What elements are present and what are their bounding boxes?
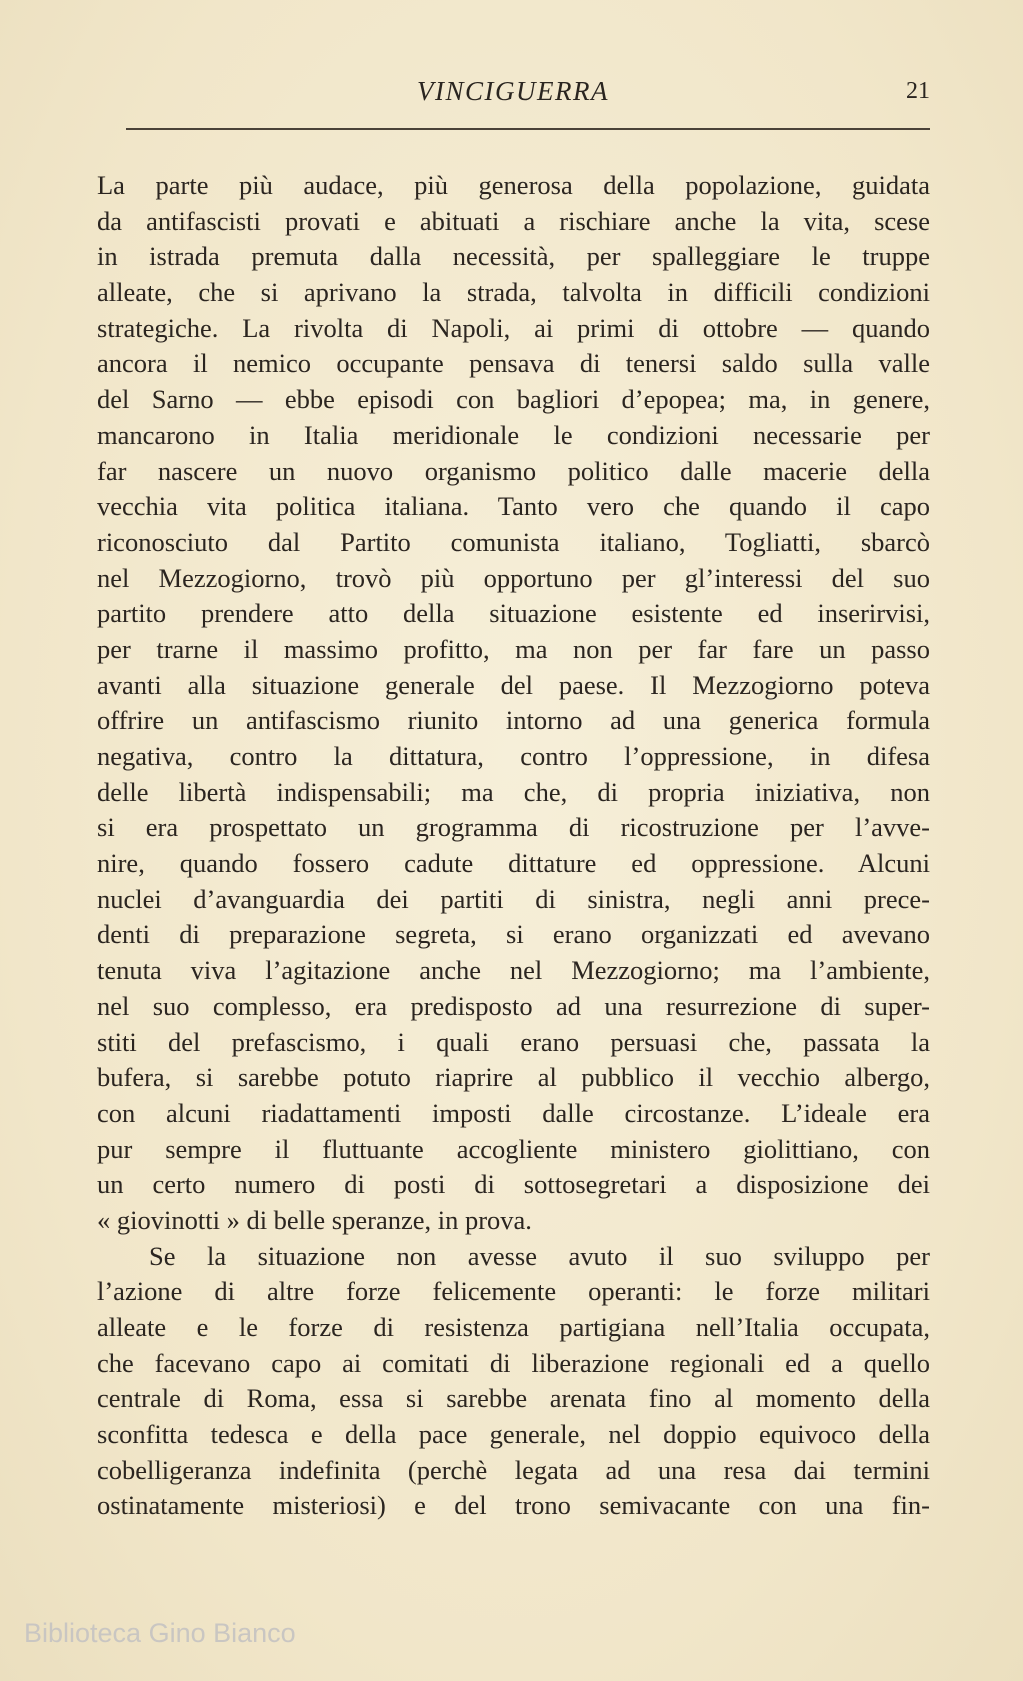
- text-line: nire, quando fossero cadute dittature ed oppressione. Alcuni: [97, 848, 930, 879]
- text-line: nel suo complesso, era predisposto ad una resurrezione di super-: [97, 990, 930, 1021]
- text-line: un certo numero di posti di sottosegretari a disposizione dei: [97, 1169, 930, 1200]
- text-line: delle libertà indispensabili; ma che, di propria iniziativa, non: [97, 776, 930, 807]
- text-line: sconfitta tedesca e della pace generale, nel doppio equivoco della: [97, 1419, 930, 1450]
- text-line: per trarne il massimo profitto, ma non per far fare un passo: [97, 633, 930, 664]
- page-number: 21: [906, 78, 930, 104]
- text-line: con alcuni riadattamenti imposti dalle circostanze. L’ideale era: [97, 1097, 930, 1128]
- text-line: negativa, contro la dittatura, contro l’oppressione, in difesa: [97, 741, 930, 771]
- text-line: partito prendere atto della situazione esistente ed inserirvisi,: [97, 598, 930, 629]
- text-line: avanti alla situazione generale del paese. Il Mezzogiorno poteva: [97, 669, 930, 700]
- text-line: nuclei d’avanguardia dei partiti di sinistra, negli anni prece-: [97, 883, 930, 914]
- header-rule: [126, 128, 930, 130]
- text-line: mancarono in Italia meridionale le condizioni necessarie per: [97, 419, 930, 450]
- text-line: La parte più audace, più generosa della popolazione, guidata: [97, 170, 930, 200]
- text-line: ostinatamente misteriosi) e del trono semivacante con una fin-: [97, 1490, 930, 1521]
- text-line: cobelligeranza indefinita (perchè legata ad una resa dai termini: [97, 1454, 930, 1485]
- text-line: alleate e le forze di resistenza partigiana nell’Italia occupata,: [97, 1312, 930, 1342]
- text-line: vecchia vita politica italiana. Tanto vero che quando il capo: [97, 491, 930, 522]
- paragraph-end-line: « giovinotti » di belle speranze, in prova.: [97, 1204, 532, 1235]
- text-line: l’azione di altre forze felicemente operanti: le forze militari: [97, 1276, 930, 1307]
- text-line: denti di preparazione segreta, si erano organizzati ed avevano: [97, 919, 930, 950]
- text-line: stiti del prefascismo, i quali erano persuasi che, passata la: [97, 1026, 930, 1057]
- text-line: pur sempre il fluttuante accogliente ministero giolittiano, con: [97, 1133, 930, 1164]
- running-title: VINCIGUERRA: [417, 76, 609, 106]
- text-line: in istrada premuta dalla necessità, per spalleggiare le truppe: [97, 241, 930, 272]
- text-line: si era prospettato un grogramma di ricostruzione per l’avve-: [97, 812, 930, 843]
- text-line: strategiche. La rivolta di Napoli, ai primi di ottobre — quando: [97, 312, 930, 343]
- text-line: centrale di Roma, essa si sarebbe arenata fino al momento della: [97, 1383, 930, 1414]
- library-watermark: Biblioteca Gino Bianco: [24, 1618, 296, 1648]
- text-line: tenuta viva l’agitazione anche nel Mezzogiorno; ma l’ambiente,: [97, 955, 930, 986]
- text-line: ancora il nemico occupante pensava di tenersi saldo sulla valle: [97, 348, 930, 379]
- text-line: che facevano capo ai comitati di liberazione regionali ed a quello: [97, 1347, 930, 1378]
- page-header: [96, 72, 930, 112]
- text-line: offrire un antifascismo riunito intorno ad una generica formula: [97, 705, 930, 736]
- text-line: bufera, si sarebbe potuto riaprire al pubblico il vecchio albergo,: [97, 1062, 930, 1093]
- text-line: riconosciuto dal Partito comunista italiano, Togliatti, sbarcò: [97, 526, 930, 557]
- text-line: del Sarno — ebbe episodi con bagliori d’epopea; ma, in genere,: [97, 384, 930, 415]
- text-line: da antifascisti provati e abituati a rischiare anche la vita, scese: [97, 205, 930, 236]
- text-line: far nascere un nuovo organismo politico dalle macerie della: [97, 455, 930, 486]
- paragraph-start-line: Se la situazione non avesse avuto il suo sviluppo per: [149, 1240, 930, 1271]
- body-text: [97, 168, 930, 1524]
- text-line: nel Mezzogiorno, trovò più opportuno per gl’interessi del suo: [97, 562, 930, 593]
- text-line: alleate, che si aprivano la strada, talvolta in difficili condizioni: [97, 277, 930, 308]
